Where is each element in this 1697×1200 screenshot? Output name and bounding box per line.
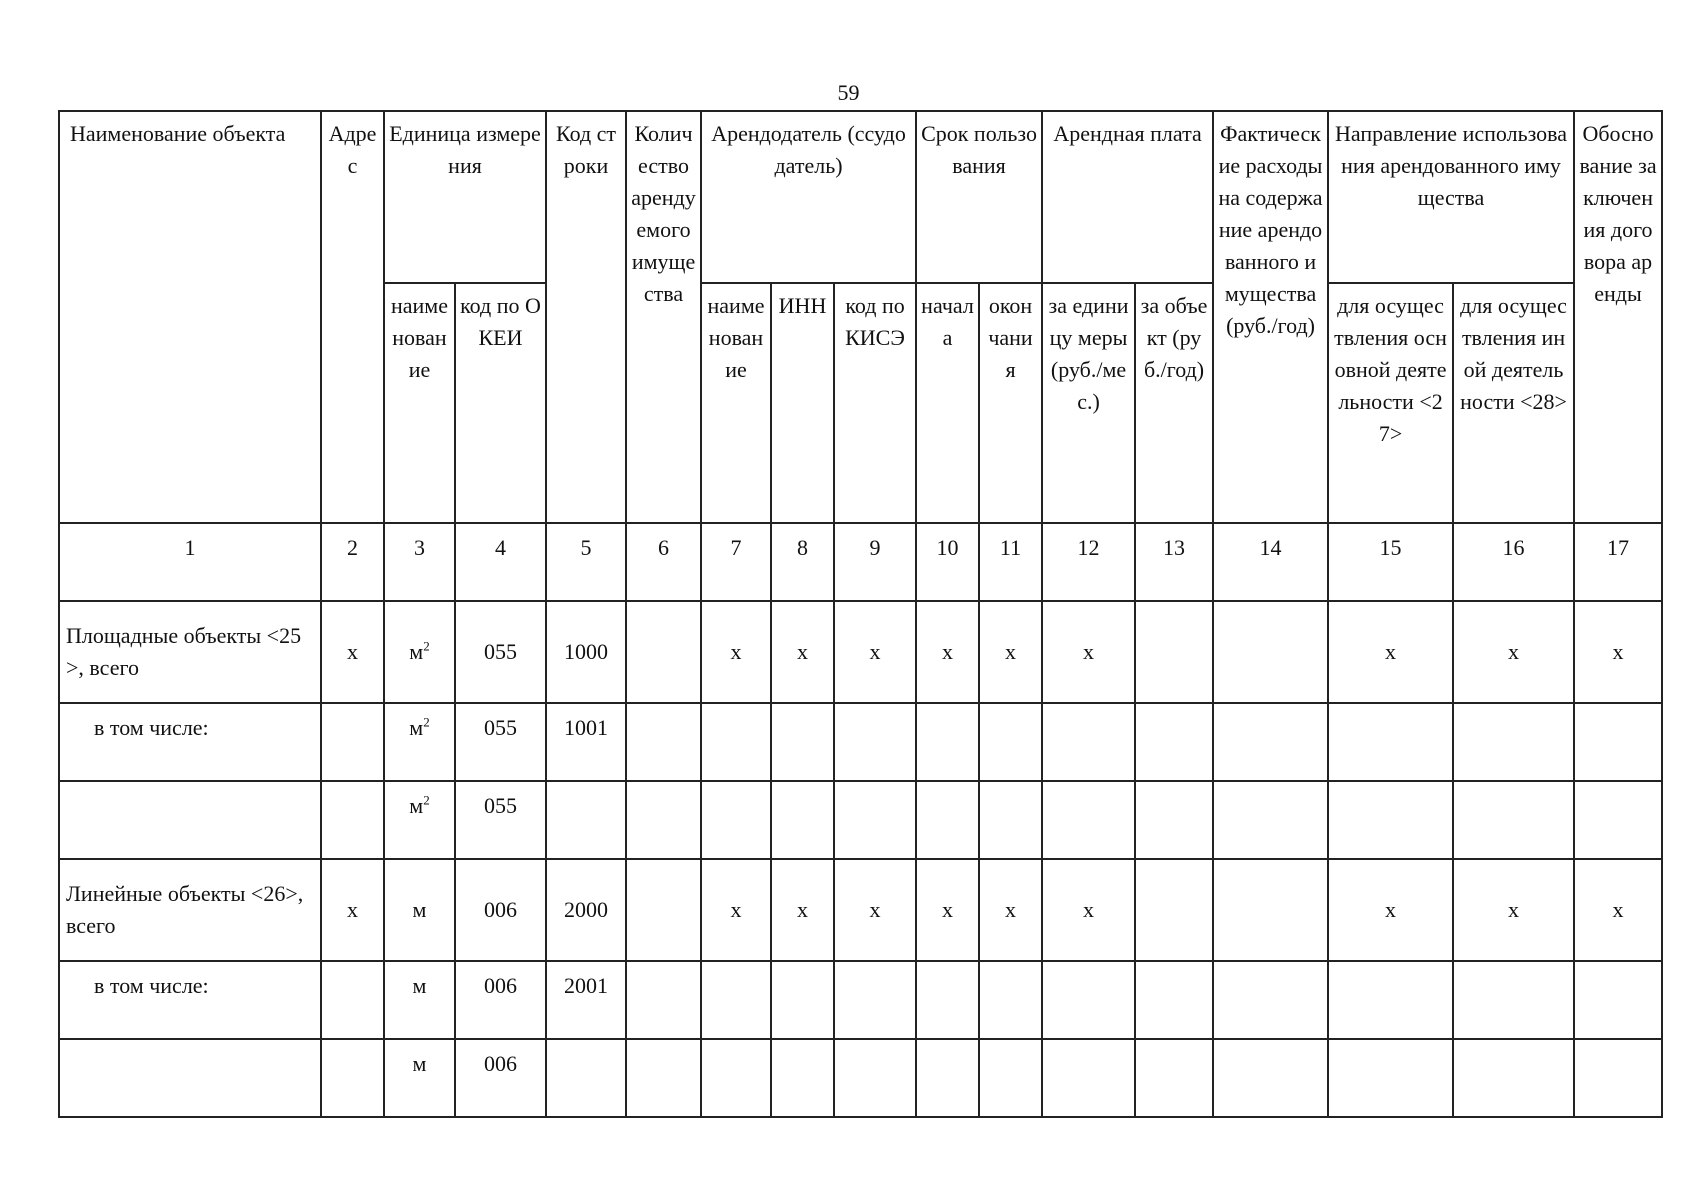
cell-inn bbox=[771, 1039, 834, 1117]
cell-address: х bbox=[321, 859, 384, 961]
cell-unit: м bbox=[384, 1039, 455, 1117]
header-address: Адрес bbox=[321, 111, 384, 523]
cell-rent-per-object bbox=[1135, 1039, 1213, 1117]
row-name bbox=[59, 781, 321, 859]
column-number: 3 bbox=[384, 523, 455, 601]
cell-unit: $м^2$ bbox=[384, 601, 455, 703]
cell-basis bbox=[1574, 961, 1662, 1039]
cell-term-end bbox=[979, 703, 1042, 781]
header-kise: код по КИСЭ bbox=[834, 283, 916, 523]
cell-row-code: 1000 bbox=[546, 601, 626, 703]
cell-kise bbox=[834, 1039, 916, 1117]
header-term-start: начала bbox=[916, 283, 979, 523]
cell-unit: $м^2$ bbox=[384, 781, 455, 859]
cell-direction-other: х bbox=[1453, 859, 1574, 961]
column-numbers-row bbox=[59, 523, 1662, 601]
column-number: 2 bbox=[321, 523, 384, 601]
column-number: 4 bbox=[455, 523, 546, 601]
column-number: 17 bbox=[1574, 523, 1662, 601]
header-actual-costs: Фактические расходы на содержание арендованного имущества (руб./год) bbox=[1213, 111, 1328, 523]
row-name: в том числе: bbox=[59, 703, 321, 781]
table-row bbox=[59, 1039, 1662, 1117]
cell-address bbox=[321, 703, 384, 781]
row-name: в том числе: bbox=[59, 961, 321, 1039]
cell-row-code: 2001 bbox=[546, 961, 626, 1039]
cell-term-end: х bbox=[979, 601, 1042, 703]
cell-row-code: 2000 bbox=[546, 859, 626, 961]
cell-direction-other bbox=[1453, 703, 1574, 781]
cell-rent-per-unit bbox=[1042, 703, 1135, 781]
cell-direction-main bbox=[1328, 1039, 1453, 1117]
cell-lessor-name bbox=[701, 1039, 771, 1117]
column-number: 12 bbox=[1042, 523, 1135, 601]
table-row bbox=[59, 961, 1662, 1039]
cell-basis: х bbox=[1574, 601, 1662, 703]
header-lessor-name: наименование bbox=[701, 283, 771, 523]
cell-basis bbox=[1574, 1039, 1662, 1117]
header-direction: Направление использования арендованного имущества bbox=[1328, 111, 1574, 283]
cell-direction-other bbox=[1453, 781, 1574, 859]
cell-direction-other: х bbox=[1453, 601, 1574, 703]
cell-direction-main bbox=[1328, 703, 1453, 781]
rental-objects-table bbox=[58, 110, 1663, 1118]
table-row bbox=[59, 859, 1662, 961]
cell-rent-per-object bbox=[1135, 703, 1213, 781]
cell-kise bbox=[834, 961, 916, 1039]
cell-rent-per-object bbox=[1135, 859, 1213, 961]
header-unit-name: наименование bbox=[384, 283, 455, 523]
cell-address bbox=[321, 781, 384, 859]
header-row-code: Код строки bbox=[546, 111, 626, 523]
column-number: 5 bbox=[546, 523, 626, 601]
cell-rent-per-unit bbox=[1042, 1039, 1135, 1117]
column-number: 16 bbox=[1453, 523, 1574, 601]
cell-lessor-name: х bbox=[701, 601, 771, 703]
cell-direction-main: х bbox=[1328, 859, 1453, 961]
column-number: 9 bbox=[834, 523, 916, 601]
cell-quantity bbox=[626, 1039, 701, 1117]
column-number: 6 bbox=[626, 523, 701, 601]
cell-inn bbox=[771, 703, 834, 781]
column-number: 10 bbox=[916, 523, 979, 601]
header-name: Наименование объекта bbox=[59, 111, 321, 523]
cell-actual-costs bbox=[1213, 601, 1328, 703]
header-lessor: Арендодатель (ссудодатель) bbox=[701, 111, 916, 283]
cell-direction-main bbox=[1328, 781, 1453, 859]
cell-kise bbox=[834, 781, 916, 859]
cell-row-code bbox=[546, 781, 626, 859]
cell-unit: $м^2$ bbox=[384, 703, 455, 781]
page-number: 59 bbox=[837, 80, 860, 105]
cell-okei: 006 bbox=[455, 961, 546, 1039]
header-row-1 bbox=[59, 111, 1662, 283]
column-number: 1 bbox=[59, 523, 321, 601]
cell-kise bbox=[834, 703, 916, 781]
cell-term-end bbox=[979, 1039, 1042, 1117]
header-term-end: окончания bbox=[979, 283, 1042, 523]
cell-unit: м bbox=[384, 961, 455, 1039]
cell-basis: х bbox=[1574, 859, 1662, 961]
cell-actual-costs bbox=[1213, 703, 1328, 781]
cell-basis bbox=[1574, 781, 1662, 859]
cell-term-start bbox=[916, 961, 979, 1039]
cell-rent-per-object bbox=[1135, 961, 1213, 1039]
column-number: 13 bbox=[1135, 523, 1213, 601]
cell-row-code: 1001 bbox=[546, 703, 626, 781]
cell-okei: 006 bbox=[455, 1039, 546, 1117]
cell-term-end: х bbox=[979, 859, 1042, 961]
header-unit: Единица измерения bbox=[384, 111, 546, 283]
cell-rent-per-object bbox=[1135, 781, 1213, 859]
cell-actual-costs bbox=[1213, 1039, 1328, 1117]
cell-rent-per-unit bbox=[1042, 781, 1135, 859]
cell-quantity bbox=[626, 859, 701, 961]
cell-term-start bbox=[916, 781, 979, 859]
cell-direction-main: х bbox=[1328, 601, 1453, 703]
column-number: 15 bbox=[1328, 523, 1453, 601]
cell-term-start: х bbox=[916, 601, 979, 703]
cell-address bbox=[321, 1039, 384, 1117]
header-basis: Обоснование заключения договора аренды bbox=[1574, 111, 1662, 523]
cell-term-start bbox=[916, 703, 979, 781]
cell-lessor-name: х bbox=[701, 859, 771, 961]
cell-term-end bbox=[979, 781, 1042, 859]
header-inn: ИНН bbox=[771, 283, 834, 523]
row-name: Линейные объекты <26>, всего bbox=[59, 859, 321, 961]
cell-term-start bbox=[916, 1039, 979, 1117]
cell-actual-costs bbox=[1213, 781, 1328, 859]
cell-rent-per-unit: х bbox=[1042, 601, 1135, 703]
cell-inn bbox=[771, 961, 834, 1039]
cell-unit: м bbox=[384, 859, 455, 961]
cell-rent-per-object bbox=[1135, 601, 1213, 703]
cell-term-start: х bbox=[916, 859, 979, 961]
header-rent-per-object: за объект (руб./год) bbox=[1135, 283, 1213, 523]
cell-address: х bbox=[321, 601, 384, 703]
cell-rent-per-unit bbox=[1042, 961, 1135, 1039]
cell-quantity bbox=[626, 961, 701, 1039]
cell-lessor-name bbox=[701, 961, 771, 1039]
cell-lessor-name bbox=[701, 703, 771, 781]
cell-okei: 055 bbox=[455, 703, 546, 781]
column-number: 14 bbox=[1213, 523, 1328, 601]
cell-quantity bbox=[626, 601, 701, 703]
cell-lessor-name bbox=[701, 781, 771, 859]
header-rent: Арендная плата bbox=[1042, 111, 1213, 283]
cell-address bbox=[321, 961, 384, 1039]
header-okei: код по ОКЕИ bbox=[455, 283, 546, 523]
cell-row-code bbox=[546, 1039, 626, 1117]
cell-direction-other bbox=[1453, 1039, 1574, 1117]
header-rent-per-unit: за единицу меры (руб./мес.) bbox=[1042, 283, 1135, 523]
header-direction-other: для осуществления иной деятельности <28> bbox=[1453, 283, 1574, 523]
cell-direction-other bbox=[1453, 961, 1574, 1039]
cell-actual-costs bbox=[1213, 961, 1328, 1039]
cell-inn bbox=[771, 781, 834, 859]
table-row bbox=[59, 703, 1662, 781]
cell-okei: 006 bbox=[455, 859, 546, 961]
cell-inn: х bbox=[771, 859, 834, 961]
cell-kise: х bbox=[834, 859, 916, 961]
row-name bbox=[59, 1039, 321, 1117]
cell-direction-main bbox=[1328, 961, 1453, 1039]
cell-okei: 055 bbox=[455, 601, 546, 703]
header-term: Срок пользования bbox=[916, 111, 1042, 283]
column-number: 7 bbox=[701, 523, 771, 601]
cell-inn: х bbox=[771, 601, 834, 703]
cell-quantity bbox=[626, 781, 701, 859]
header-direction-main: для осуществления основной деятельности <27> bbox=[1328, 283, 1453, 523]
cell-term-end bbox=[979, 961, 1042, 1039]
cell-quantity bbox=[626, 703, 701, 781]
cell-kise: х bbox=[834, 601, 916, 703]
cell-actual-costs bbox=[1213, 859, 1328, 961]
table-row bbox=[59, 781, 1662, 859]
column-number: 11 bbox=[979, 523, 1042, 601]
header-quantity: Количество арендуемого имущества bbox=[626, 111, 701, 523]
column-number: 8 bbox=[771, 523, 834, 601]
cell-rent-per-unit: х bbox=[1042, 859, 1135, 961]
row-name: Площадные объекты <25>, всего bbox=[59, 601, 321, 703]
cell-okei: 055 bbox=[455, 781, 546, 859]
cell-basis bbox=[1574, 703, 1662, 781]
table-row bbox=[59, 601, 1662, 703]
